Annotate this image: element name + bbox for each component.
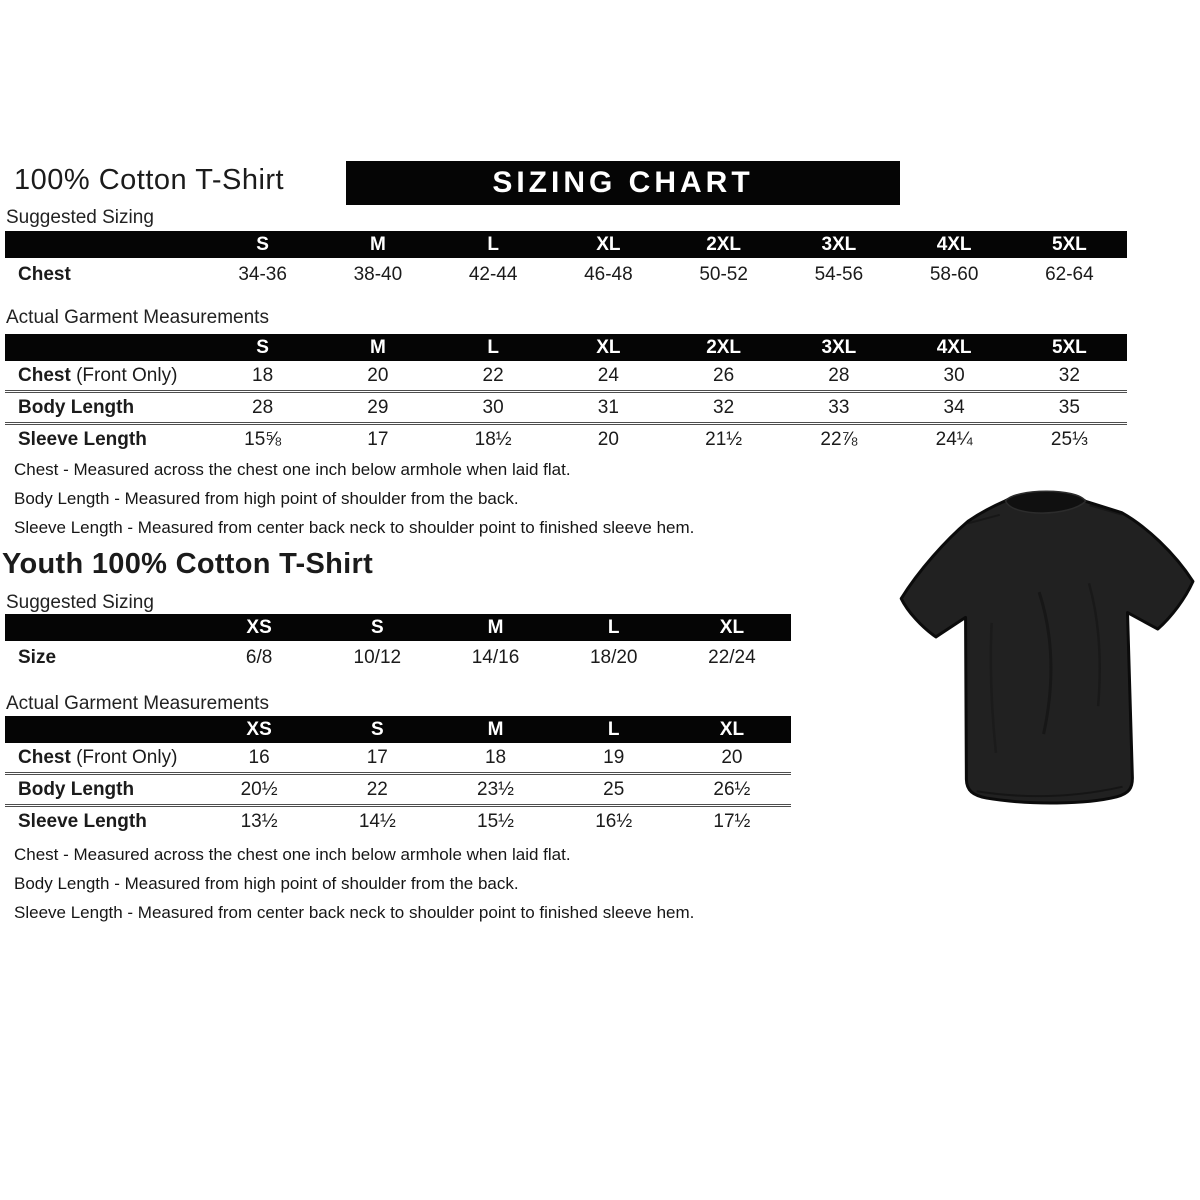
column-header: M bbox=[369, 336, 386, 358]
column-header: 4XL bbox=[936, 233, 972, 255]
table-cell: 54-56 bbox=[814, 263, 864, 285]
table-cell: 18/20 bbox=[589, 646, 638, 668]
column-header: 5XL bbox=[1051, 336, 1087, 358]
table-header-row bbox=[5, 716, 791, 743]
sizing-chart-banner bbox=[346, 161, 900, 205]
column-header: XL bbox=[596, 336, 621, 358]
note-line: Body Length - Measured from high point of shoulder from the back. bbox=[14, 489, 519, 508]
youth-section-title: Youth 100% Cotton T-Shirt bbox=[2, 548, 374, 580]
table-cell: 62-64 bbox=[1045, 263, 1094, 285]
adult-measurement-notes bbox=[14, 460, 694, 547]
table-cell: 31 bbox=[597, 396, 619, 418]
table-cell: 17 bbox=[366, 746, 388, 768]
table-row bbox=[5, 804, 791, 836]
table-cell: 14/16 bbox=[471, 646, 520, 668]
column-header: L bbox=[607, 616, 620, 638]
column-header: L bbox=[607, 718, 620, 740]
row-label: Sleeve Length bbox=[18, 428, 147, 450]
table-cell: 14½ bbox=[358, 810, 396, 832]
table-cell: 17 bbox=[367, 428, 389, 450]
table-cell: 18 bbox=[484, 746, 507, 768]
table-cell: 20½ bbox=[240, 778, 278, 800]
youth-actual-measurements-table bbox=[5, 716, 791, 836]
table-cell: 22 bbox=[366, 778, 388, 800]
table-cell: 25⅓ bbox=[1050, 428, 1088, 450]
note-line: Chest - Measured across the chest one inch below armhole when laid flat. bbox=[14, 845, 571, 864]
table-cell: 24¼ bbox=[935, 428, 973, 450]
table-cell: 13½ bbox=[240, 810, 278, 832]
youth-actual-measurements-label: Actual Garment Measurements bbox=[6, 693, 269, 714]
row-label: Body Length bbox=[18, 778, 135, 800]
table-cell: 26½ bbox=[713, 778, 751, 800]
table-cell: 38-40 bbox=[353, 263, 403, 285]
tshirt-body bbox=[899, 492, 1196, 805]
table-row bbox=[5, 361, 1127, 390]
table-header-row bbox=[5, 614, 791, 641]
table-cell: 30 bbox=[943, 364, 965, 386]
table-cell: 22/24 bbox=[708, 646, 756, 668]
column-header: L bbox=[487, 233, 499, 255]
table-cell: 15½ bbox=[477, 810, 514, 832]
table-cell: 35 bbox=[1058, 396, 1080, 418]
table-cell: 46-48 bbox=[584, 263, 633, 285]
adult-actual-measurements-label: Actual Garment Measurements bbox=[6, 307, 269, 328]
note-line: Chest - Measured across the chest one inch below armhole when laid flat. bbox=[14, 460, 571, 479]
table-cell: 24 bbox=[597, 364, 619, 386]
table-cell: 22 bbox=[482, 364, 504, 386]
page-title: 100% Cotton T-Shirt bbox=[14, 164, 285, 196]
column-header: M bbox=[487, 718, 504, 740]
table-cell: 6/8 bbox=[245, 646, 273, 668]
youth-suggested-sizing-label: Suggested Sizing bbox=[6, 592, 154, 613]
row-label: Chest (Front Only) bbox=[18, 364, 178, 386]
table-row bbox=[5, 743, 791, 772]
table-cell: 28 bbox=[828, 364, 850, 386]
adult-suggested-sizing-label: Suggested Sizing bbox=[6, 207, 154, 228]
table-cell: 17½ bbox=[713, 810, 751, 832]
column-header: S bbox=[256, 336, 269, 358]
note-line: Sleeve Length - Measured from center back neck to shoulder point to finished sleeve hem. bbox=[14, 518, 695, 537]
table-cell: 10/12 bbox=[353, 646, 402, 668]
column-header: XL bbox=[596, 233, 621, 255]
table-row bbox=[5, 258, 1127, 291]
table-cell: 15⅝ bbox=[244, 428, 282, 450]
banner-text: SIZING CHART bbox=[492, 166, 754, 199]
table-cell: 42-44 bbox=[468, 263, 518, 285]
table-cell: 22⅞ bbox=[820, 428, 858, 450]
table-cell: 58-60 bbox=[929, 263, 979, 285]
row-label: Size bbox=[18, 646, 57, 668]
table-row bbox=[5, 390, 1127, 422]
adult-actual-measurements-table bbox=[5, 334, 1127, 454]
row-label: Chest bbox=[18, 263, 71, 285]
table-cell: 16 bbox=[248, 746, 270, 768]
table-cell: 32 bbox=[713, 396, 735, 418]
column-header: M bbox=[369, 233, 386, 255]
tshirt-product-image bbox=[892, 472, 1200, 812]
table-cell: 20 bbox=[367, 364, 389, 386]
column-header: L bbox=[487, 336, 499, 358]
table-cell: 26 bbox=[713, 364, 735, 386]
column-header: 2XL bbox=[706, 336, 742, 358]
table-row bbox=[5, 422, 1127, 454]
table-row bbox=[5, 641, 791, 674]
table-cell: 30 bbox=[482, 396, 504, 418]
column-header: 3XL bbox=[821, 233, 857, 255]
column-header: M bbox=[487, 616, 504, 638]
row-label: Body Length bbox=[18, 396, 135, 418]
column-header: 4XL bbox=[936, 336, 972, 358]
column-header: 3XL bbox=[821, 336, 857, 358]
table-cell: 33 bbox=[828, 396, 850, 418]
column-header: S bbox=[370, 616, 384, 638]
column-header: S bbox=[370, 718, 384, 740]
table-cell: 50-52 bbox=[699, 263, 748, 285]
column-header: XL bbox=[719, 616, 745, 638]
table-cell: 19 bbox=[603, 746, 625, 768]
table-cell: 32 bbox=[1058, 364, 1080, 386]
row-label: Sleeve Length bbox=[18, 810, 147, 832]
table-cell: 29 bbox=[367, 396, 389, 418]
column-header: 2XL bbox=[706, 233, 742, 255]
table-cell: 16½ bbox=[595, 810, 633, 832]
table-cell: 18½ bbox=[474, 428, 512, 450]
youth-suggested-sizing-table bbox=[5, 614, 791, 674]
note-line: Body Length - Measured from high point of shoulder from the back. bbox=[14, 874, 519, 893]
table-cell: 21½ bbox=[705, 428, 743, 450]
table-cell: 34 bbox=[943, 396, 965, 418]
adult-suggested-sizing-table bbox=[5, 231, 1127, 291]
table-header-row bbox=[5, 334, 1127, 361]
table-cell: 20 bbox=[597, 428, 619, 450]
table-row bbox=[5, 772, 791, 804]
table-header-row bbox=[5, 231, 1127, 258]
youth-measurement-notes bbox=[14, 845, 694, 932]
column-header: 5XL bbox=[1051, 233, 1087, 255]
column-header: XL bbox=[719, 718, 745, 740]
column-header: S bbox=[256, 233, 269, 255]
table-cell: 25 bbox=[603, 778, 625, 800]
table-cell: 28 bbox=[252, 396, 274, 418]
row-label: Chest (Front Only) bbox=[18, 746, 178, 768]
table-cell: 23½ bbox=[477, 778, 514, 800]
column-header: XS bbox=[246, 718, 272, 740]
table-cell: 20 bbox=[721, 746, 743, 768]
table-cell: 34-36 bbox=[238, 263, 287, 285]
column-header: XS bbox=[246, 616, 272, 638]
note-line: Sleeve Length - Measured from center back neck to shoulder point to finished sleeve hem. bbox=[14, 903, 695, 922]
table-cell: 18 bbox=[252, 364, 274, 386]
